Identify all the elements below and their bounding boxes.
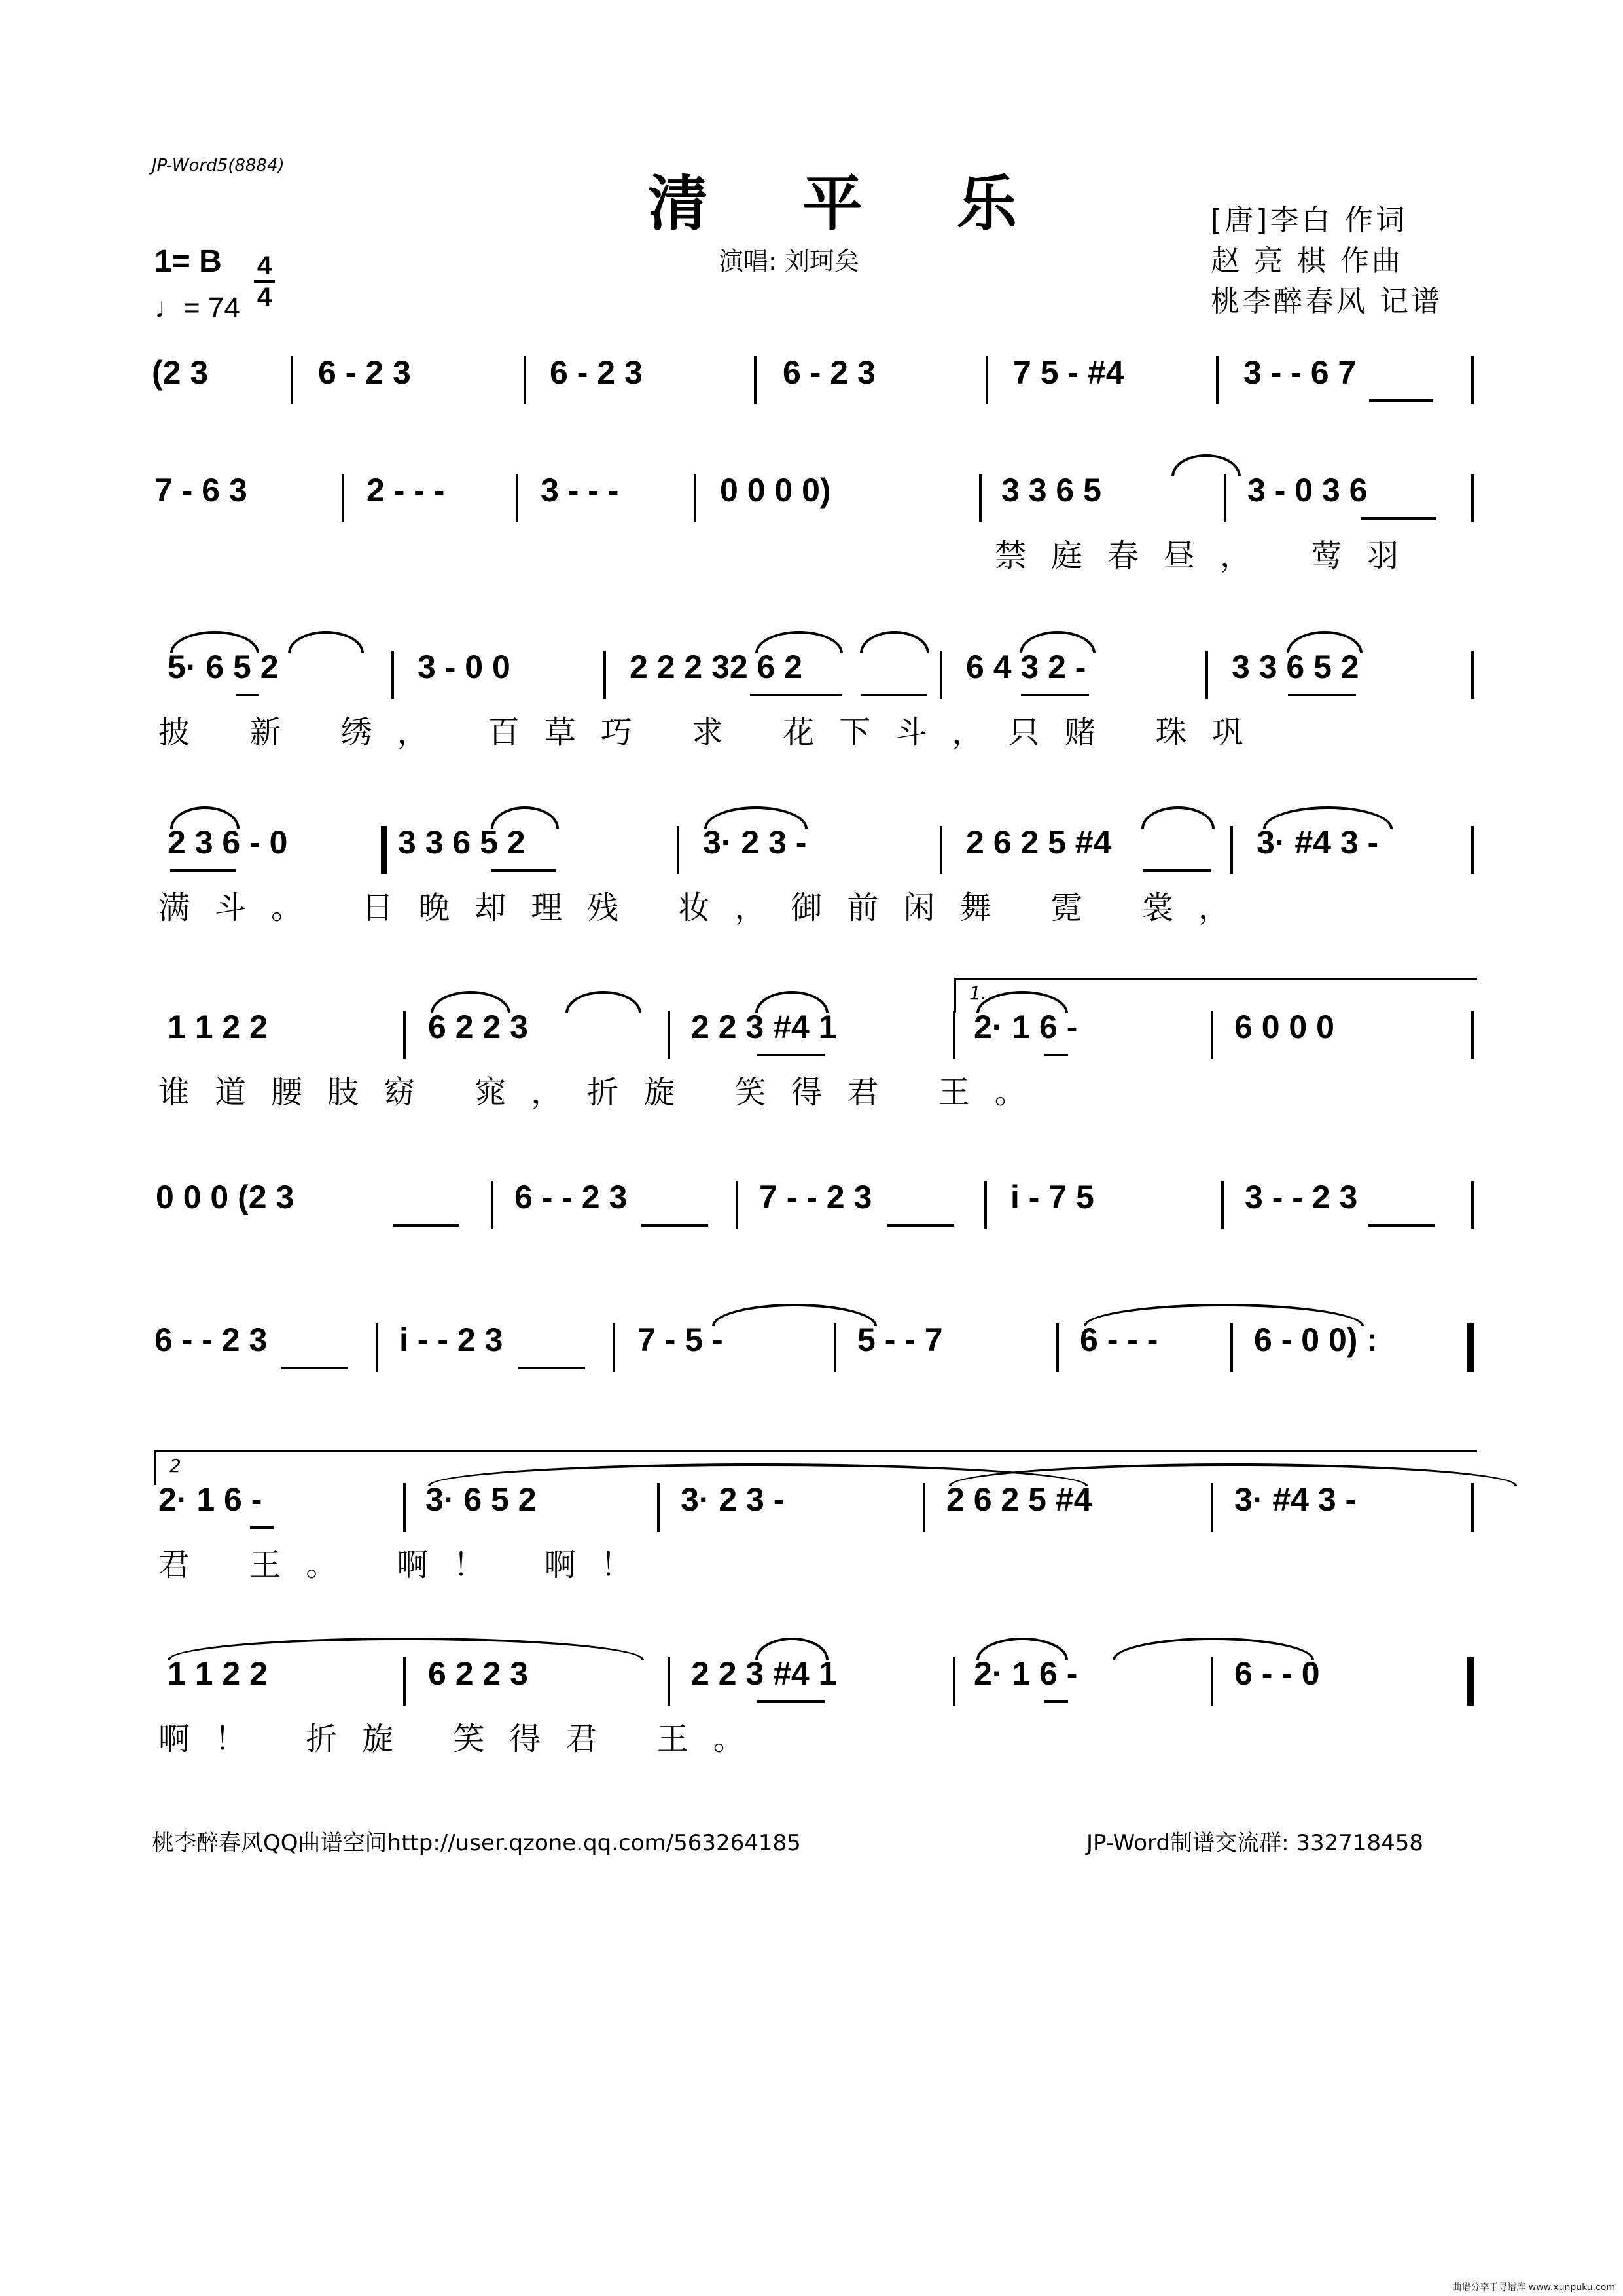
barline bbox=[291, 356, 293, 404]
slur bbox=[755, 991, 829, 1013]
slur bbox=[431, 991, 510, 1013]
staff-7 bbox=[151, 1321, 1475, 1373]
staff-3 bbox=[151, 648, 1475, 759]
underline bbox=[170, 869, 236, 872]
singer-label: 演唱: 刘珂矣 bbox=[719, 247, 859, 276]
barline bbox=[986, 356, 988, 404]
staff-notes bbox=[151, 823, 1475, 876]
barline bbox=[403, 1657, 406, 1706]
measure: i - - 2 3 bbox=[399, 1321, 503, 1358]
staff-notes bbox=[151, 353, 1475, 406]
software-label: JP-Word5(8884) bbox=[152, 156, 285, 175]
barline bbox=[342, 474, 344, 522]
measure: 3 - 0 3 6 bbox=[1247, 472, 1368, 509]
slur bbox=[170, 631, 259, 653]
measure: 6 4 3 2 - bbox=[966, 649, 1086, 685]
underline bbox=[518, 1367, 585, 1369]
barline bbox=[1230, 826, 1233, 874]
slur bbox=[712, 1304, 877, 1326]
measure: 6 - 0 0) : bbox=[1254, 1321, 1378, 1358]
meter-top: 4 bbox=[257, 251, 272, 280]
measure: 3· 2 3 - bbox=[703, 824, 807, 861]
staff-lyrics: 满斗。 日晚却理残 妆，御前闲舞 霓 裳， bbox=[158, 889, 1255, 926]
measure: 6 - - 2 3 bbox=[154, 1321, 268, 1358]
staff-lyrics: 啊！ 折旋 笑得君 王。 bbox=[158, 1721, 770, 1757]
barline bbox=[613, 1323, 615, 1372]
barline bbox=[1471, 474, 1474, 522]
barline bbox=[668, 1657, 670, 1706]
measure: 1 1 2 2 bbox=[168, 1655, 268, 1692]
slur bbox=[1287, 631, 1363, 653]
measure: 6 - - 0 bbox=[1234, 1655, 1320, 1692]
barline bbox=[603, 651, 606, 699]
footer-right: JP-Word制谱交流群: 332718458 bbox=[1086, 1830, 1424, 1856]
measure: 6 - - - bbox=[1080, 1321, 1158, 1358]
measure: 2 6 2 5 #4 bbox=[966, 824, 1112, 861]
measure: 2· 1 6 - bbox=[974, 1009, 1078, 1045]
measure: 6 - 2 3 bbox=[550, 354, 643, 391]
measure: 2· 1 6 - bbox=[974, 1655, 1078, 1692]
meter-bottom: 4 bbox=[257, 283, 272, 312]
repeat-start-barline bbox=[381, 826, 387, 874]
staff-6 bbox=[151, 1178, 1475, 1230]
underline bbox=[757, 1700, 825, 1703]
slur bbox=[1020, 631, 1096, 653]
barline bbox=[1471, 1483, 1474, 1532]
slur bbox=[755, 631, 843, 653]
underline bbox=[1368, 1224, 1435, 1227]
underline bbox=[1044, 1054, 1068, 1056]
staff-lyrics: 谁道腰肢窈 窕，折旋 笑得君 王。 bbox=[158, 1074, 1051, 1111]
barline bbox=[1471, 1011, 1474, 1059]
barline bbox=[657, 1483, 660, 1532]
barline bbox=[953, 1011, 955, 1059]
tempo-marking: ♩= 74 bbox=[154, 292, 240, 324]
volta-label: 2 bbox=[169, 1455, 181, 1477]
underline bbox=[1044, 1700, 1068, 1703]
measure: 3 - - 2 3 bbox=[1245, 1179, 1358, 1215]
composer-credit: 赵 亮 棋 作曲 bbox=[1211, 244, 1403, 278]
time-signature bbox=[254, 253, 275, 310]
staff-1 bbox=[151, 353, 1475, 406]
barline bbox=[1221, 1181, 1224, 1229]
underline bbox=[887, 1224, 954, 1227]
barline bbox=[391, 651, 394, 699]
measure: (2 3 bbox=[152, 354, 209, 391]
barline bbox=[403, 1011, 406, 1059]
measure: 3 3 6 5 2 bbox=[398, 824, 526, 861]
measure: 5 - - 7 bbox=[857, 1321, 943, 1358]
underline bbox=[1361, 517, 1436, 520]
underline bbox=[393, 1224, 459, 1227]
measure: 0 0 0 0) bbox=[720, 472, 831, 509]
barline bbox=[1211, 1483, 1213, 1532]
measure: 1 1 2 2 bbox=[168, 1009, 268, 1045]
barline bbox=[1216, 356, 1219, 404]
barline bbox=[940, 651, 942, 699]
slur bbox=[704, 806, 808, 829]
slur bbox=[170, 806, 240, 829]
final-barline bbox=[1467, 1657, 1474, 1706]
measure: 7 - 6 3 bbox=[154, 472, 247, 509]
measure: 2 6 2 5 #4 bbox=[946, 1481, 1092, 1518]
measure: 2 2 3 #4 1 bbox=[691, 1009, 837, 1045]
measure: 6 0 0 0 bbox=[1234, 1009, 1334, 1045]
slur bbox=[1171, 454, 1241, 476]
barline bbox=[516, 474, 518, 522]
barline bbox=[940, 826, 942, 874]
barline bbox=[694, 474, 696, 522]
underline bbox=[1021, 694, 1089, 696]
staff-notes bbox=[151, 1480, 1475, 1533]
staff-9 bbox=[151, 1655, 1475, 1766]
slur bbox=[1263, 806, 1393, 829]
barline bbox=[1056, 1323, 1059, 1372]
measure: 6 2 2 3 bbox=[428, 1009, 528, 1045]
staff-notes bbox=[151, 1321, 1475, 1373]
underline bbox=[1143, 869, 1211, 872]
underline bbox=[641, 1224, 708, 1227]
barline bbox=[668, 1011, 670, 1059]
barline bbox=[1230, 1323, 1233, 1372]
slur bbox=[860, 631, 929, 653]
brand-watermark: 曲谱分享于寻谱库 www.xunpuku.com bbox=[1452, 2282, 1615, 2293]
measure: 3· #4 3 - bbox=[1234, 1481, 1357, 1518]
lyricist-credit: [唐]李白 作词 bbox=[1211, 204, 1408, 237]
measure: 7 - 5 - bbox=[637, 1321, 723, 1358]
staff-lyrics: 君 王。 啊！ 啊！ bbox=[158, 1547, 657, 1583]
underline bbox=[1369, 399, 1433, 402]
staff-5 bbox=[151, 982, 1475, 1119]
measure: 3· 2 3 - bbox=[681, 1481, 785, 1518]
volta-label: 1. bbox=[969, 982, 987, 1004]
staff-lyrics: 披 新 绣， 百草巧 求 花下斗，只赌 珠巩 bbox=[158, 714, 1268, 751]
staff-notes bbox=[151, 1008, 1475, 1060]
measure: 2 - - - bbox=[366, 472, 445, 509]
measure: 5· 6 5 2 bbox=[168, 649, 279, 685]
key-signature: 1= B bbox=[154, 244, 222, 279]
measure: 0 0 0 (2 3 bbox=[156, 1179, 294, 1215]
barline bbox=[754, 356, 757, 404]
barline bbox=[1471, 356, 1474, 404]
barline bbox=[953, 1657, 955, 1706]
barline bbox=[984, 1181, 987, 1229]
barline bbox=[1224, 474, 1226, 522]
underline bbox=[750, 694, 842, 696]
underline bbox=[861, 694, 927, 696]
measure: 3 - - - bbox=[541, 472, 619, 509]
slur bbox=[565, 991, 641, 1013]
measure: 3 3 6 5 bbox=[1001, 472, 1101, 509]
staff-notes bbox=[151, 1655, 1475, 1707]
measure: 2· 1 6 - bbox=[158, 1481, 262, 1518]
measure: 6 - 2 3 bbox=[318, 354, 411, 391]
staff-2 bbox=[151, 471, 1475, 583]
slur bbox=[288, 631, 364, 653]
barline bbox=[923, 1483, 925, 1532]
barline bbox=[979, 474, 982, 522]
barline bbox=[834, 1323, 836, 1372]
staff-notes bbox=[151, 471, 1475, 524]
slur bbox=[976, 1638, 1068, 1660]
barline bbox=[736, 1181, 738, 1229]
measure: 6 - 2 3 bbox=[783, 354, 876, 391]
underline bbox=[491, 869, 556, 872]
measure: 3 - - 6 7 bbox=[1243, 354, 1357, 391]
barline bbox=[403, 1483, 406, 1532]
slur bbox=[491, 806, 559, 829]
transcriber-credit: 桃李醉春风 记谱 bbox=[1211, 285, 1442, 318]
measure: 2 3 6 - 0 bbox=[168, 824, 288, 861]
staff-lyrics: 禁庭春昼， 莺羽 bbox=[995, 537, 1424, 574]
staff-notes bbox=[151, 1178, 1475, 1230]
underline bbox=[757, 1054, 825, 1056]
barline bbox=[1211, 1657, 1213, 1706]
measure: i - 7 5 bbox=[1010, 1179, 1094, 1215]
slur bbox=[1141, 806, 1215, 829]
staff-notes bbox=[151, 648, 1475, 700]
underline bbox=[250, 1526, 274, 1529]
repeat-end-barline bbox=[1467, 1323, 1474, 1372]
measure: 2 2 3 #4 1 bbox=[691, 1655, 837, 1692]
barline bbox=[524, 356, 526, 404]
barline bbox=[376, 1323, 378, 1372]
song-title: 清 平 乐 bbox=[648, 168, 1054, 239]
measure: 3 3 6 5 2 bbox=[1232, 649, 1359, 685]
measure: 7 - - 2 3 bbox=[759, 1179, 872, 1215]
barline bbox=[1211, 1011, 1213, 1059]
measure: 6 - - 2 3 bbox=[514, 1179, 628, 1215]
barline bbox=[491, 1181, 493, 1229]
measure: 3 - 0 0 bbox=[418, 649, 510, 685]
measure: 3· 6 5 2 bbox=[425, 1481, 537, 1518]
measure: 6 2 2 3 bbox=[428, 1655, 528, 1692]
underline bbox=[281, 1367, 348, 1369]
staff-8 bbox=[151, 1455, 1475, 1592]
measure: 7 5 - #4 bbox=[1013, 354, 1124, 391]
barline bbox=[1471, 1181, 1474, 1229]
measure: 3· #4 3 - bbox=[1257, 824, 1379, 861]
barline bbox=[1471, 651, 1474, 699]
barline bbox=[677, 826, 679, 874]
footer-left: 桃李醉春风QQ曲谱空间http://user.qzone.qq.com/563264185 bbox=[152, 1830, 801, 1856]
underline bbox=[1288, 694, 1356, 696]
underline bbox=[236, 694, 259, 696]
barline bbox=[1471, 826, 1474, 874]
measure: 2 2 2 32 6 2 bbox=[630, 649, 803, 685]
slur bbox=[755, 1638, 829, 1660]
barline bbox=[1205, 651, 1208, 699]
staff-4 bbox=[151, 823, 1475, 935]
